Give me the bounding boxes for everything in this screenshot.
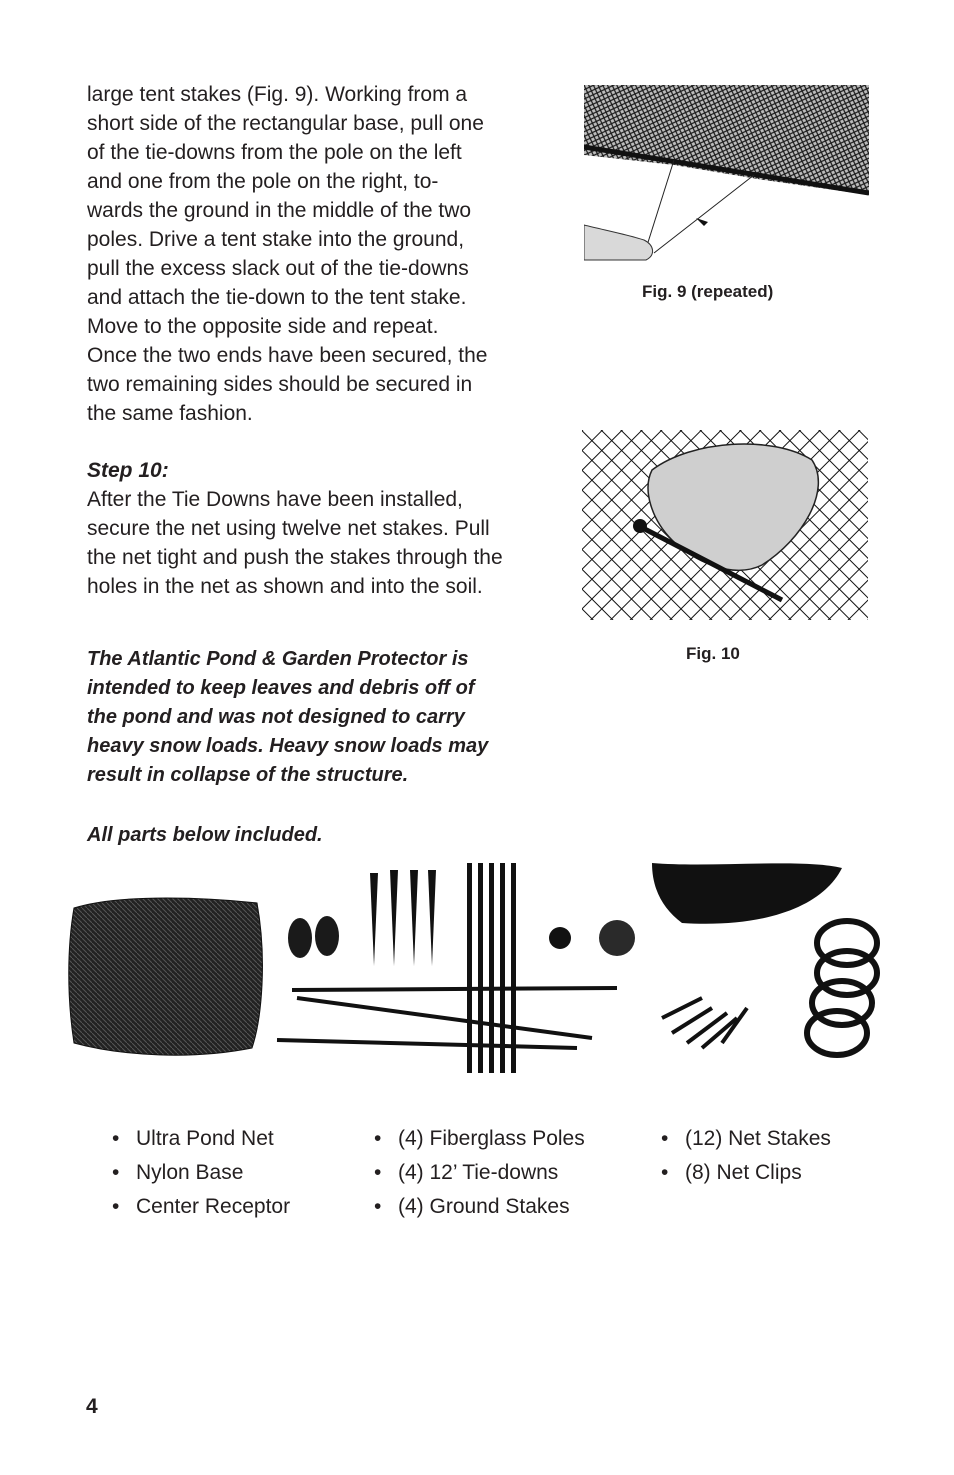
fig10-image	[582, 430, 868, 620]
parts-list-col3	[661, 1122, 831, 1190]
bullet: •	[112, 1161, 120, 1184]
part-label: Nylon Base	[136, 1161, 244, 1184]
parts-list-col2	[374, 1122, 585, 1224]
part-label: (4) Ground Stakes	[398, 1195, 570, 1218]
part-label: (8) Net Clips	[685, 1161, 802, 1184]
part-label: (4) Fiberglass Poles	[398, 1127, 585, 1150]
parts-heading: All parts below included.	[87, 824, 323, 846]
parts-photo	[62, 848, 892, 1080]
bullet: •	[661, 1161, 669, 1184]
step-body: After the Tie Downs have been installed, secure the net using twelve net stakes. Pull the net tight and push the stakes through the holes in the net as shown and into the soil.	[87, 488, 503, 598]
list-item	[374, 1190, 585, 1224]
list-item	[374, 1156, 585, 1190]
list-item	[112, 1190, 290, 1224]
bullet: •	[661, 1127, 669, 1150]
fig9-image	[584, 85, 869, 267]
fig9-caption: Fig. 9 (repeated)	[642, 282, 774, 301]
step-heading: Step 10:	[87, 459, 169, 482]
page-number: 4	[86, 1395, 98, 1418]
bullet: •	[374, 1161, 382, 1184]
part-label: Ultra Pond Net	[136, 1127, 274, 1150]
list-item	[661, 1122, 831, 1156]
list-item	[374, 1122, 585, 1156]
list-item	[112, 1156, 290, 1190]
snow-load-warning: The Atlantic Pond & Garden Protector is intended to keep leaves and debris off of the pond and was not designed to carry heavy snow loads. Heavy snow loads may result in collapse of the structure.	[87, 648, 489, 786]
bullet: •	[112, 1127, 120, 1150]
part-label: Center Receptor	[136, 1195, 291, 1218]
bullet: •	[374, 1127, 382, 1150]
fig10-caption: Fig. 10	[686, 644, 740, 663]
bullet: •	[112, 1195, 120, 1218]
list-item	[661, 1156, 831, 1190]
intro-paragraph: large tent stakes (Fig. 9). Working from a short side of the rectangular base, pull one of the tie-downs from the pole on the left and one from the pole on the right, to- wards the ground in the middle of the two poles. Drive a tent stake into the ground, pull the excess slack out of the tie-downs and attach the tie-down to the tent stake. Move to the opposite side and repeat. Once the two ends have been secured, the two remaining sides should be secured in the same fashion.	[87, 83, 488, 425]
list-item	[112, 1122, 290, 1156]
part-label: (12) Net Stakes	[685, 1127, 831, 1150]
parts-list-col1	[112, 1122, 290, 1224]
bullet: •	[374, 1195, 382, 1218]
part-label: (4) 12’ Tie-downs	[398, 1161, 559, 1184]
